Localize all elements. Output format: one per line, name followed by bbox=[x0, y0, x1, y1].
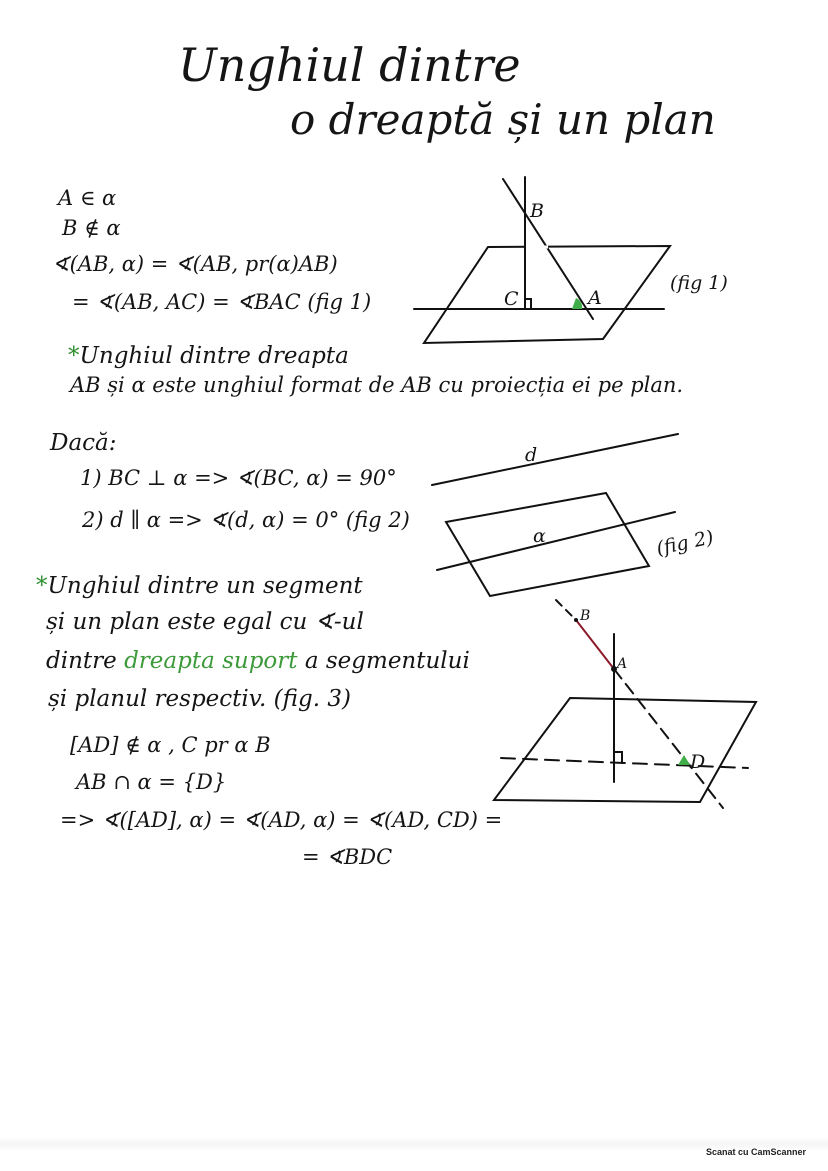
page-title-line1: Unghiul dintre bbox=[178, 38, 521, 92]
segment-rule-line1 bbox=[36, 573, 363, 599]
label-c: C bbox=[504, 288, 519, 310]
segment-rule-text: dintre bbox=[46, 648, 117, 674]
case-parallel: 2) d ∥ α => ∢(d, α) = 0° (fig 2) bbox=[82, 508, 410, 532]
cases-heading: Dacă: bbox=[50, 430, 117, 456]
plane-alpha-shape bbox=[494, 698, 756, 802]
segment-ab bbox=[576, 620, 614, 669]
fig1-caption: (fig 1) bbox=[670, 272, 728, 294]
statement-b-not-in-alpha: B ∉ α bbox=[62, 216, 121, 240]
definition-heading: Unghiul dintre dreapta bbox=[79, 343, 349, 369]
green-star-icon: * bbox=[68, 343, 80, 369]
segment-angle-eq: => ∢([AD], α) = ∢(AD, α) = ∢(AD, CD) = bbox=[60, 808, 503, 832]
intersection-point: AB ∩ α = {D} bbox=[76, 770, 227, 794]
label-d: d bbox=[525, 444, 538, 466]
angle-definition-eq2: = ∢(AB, AC) = ∢BAC (fig 1) bbox=[72, 290, 372, 314]
label-alpha: α bbox=[533, 525, 546, 547]
plane-alpha-shape bbox=[424, 246, 670, 343]
label-a: A bbox=[588, 287, 602, 309]
green-star-icon: * bbox=[36, 573, 48, 599]
segment-rule-heading: Unghiul dintre un segment bbox=[47, 573, 363, 599]
highlighted-term: dreapta suport bbox=[124, 648, 298, 674]
scan-shadow bbox=[0, 1137, 828, 1151]
segment-rule-line3 bbox=[46, 648, 470, 674]
plane-alpha-shape bbox=[446, 493, 649, 596]
definition-line2: AB și α este unghiul format de AB cu proiecția ei pe plan. bbox=[70, 373, 684, 397]
label-b: B bbox=[580, 608, 591, 624]
definition-line1 bbox=[68, 343, 349, 369]
label-b: B bbox=[530, 200, 544, 222]
segment-angle-result: = ∢BDC bbox=[302, 845, 393, 869]
segment-rule-text: a segmentului bbox=[304, 648, 470, 674]
figure-2-diagram bbox=[420, 425, 760, 605]
statement-a-in-alpha: A ∈ α bbox=[58, 186, 117, 210]
label-a: A bbox=[617, 656, 628, 672]
label-d: D bbox=[690, 751, 706, 773]
line-d bbox=[432, 434, 678, 485]
segment-not-in-plane: [AD] ∉ α , C pr α B bbox=[70, 733, 271, 757]
fig2-caption: (fig 2) bbox=[654, 526, 716, 560]
case-perpendicular: 1) BC ⊥ α => ∢(BC, α) = 90° bbox=[80, 466, 397, 490]
segment-rule-line2: și un plan este egal cu ∢-ul bbox=[46, 609, 364, 635]
figure-3-diagram bbox=[480, 590, 770, 820]
camscanner-watermark: Scanat cu CamScanner bbox=[705, 1147, 806, 1157]
angle-bdc-marker bbox=[678, 755, 690, 765]
figure-1-diagram bbox=[400, 165, 760, 355]
angle-definition-eq1: ∢(AB, α) = ∢(AB, pr(α)AB) bbox=[52, 252, 338, 276]
page-title-line2: o dreaptă și un plan bbox=[290, 95, 716, 144]
segment-rule-line4: și planul respectiv. (fig. 3) bbox=[48, 686, 351, 712]
